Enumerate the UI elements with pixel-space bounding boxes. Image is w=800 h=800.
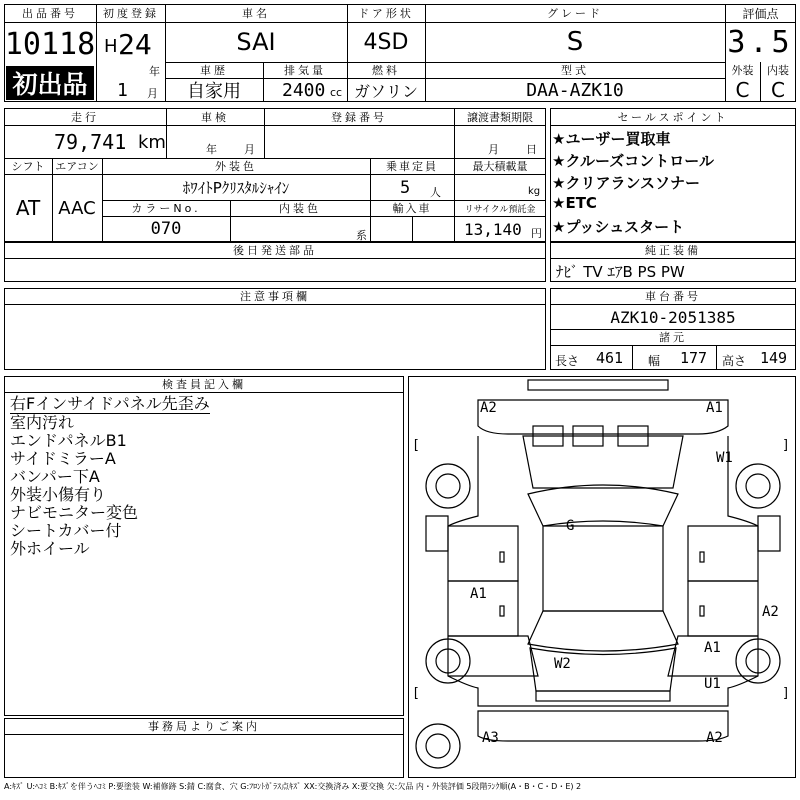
car-body-outline: [448, 436, 758, 706]
bracket-left-bottom: [: [412, 686, 420, 701]
max-load-label: 最大積載量: [472, 160, 528, 173]
sales-point-item: ★ユーザー買取車: [552, 130, 671, 148]
inspector-note-line: バンパー下A: [10, 467, 100, 486]
bracket-right-bottom: ]: [782, 686, 790, 701]
height-label: 高さ: [722, 354, 747, 368]
width-value: 177: [680, 349, 708, 367]
windshield: [528, 485, 678, 526]
exterior-label: 外装: [731, 64, 754, 77]
notes-label: 注意事項欄: [240, 290, 310, 303]
height-value: 149: [760, 349, 788, 367]
trunk: [530, 648, 676, 691]
import-label: 輸入車: [392, 202, 432, 215]
car-name-label: 車名: [242, 7, 270, 20]
registration-year: 24: [118, 28, 152, 61]
length-value: 461: [596, 349, 624, 367]
model-value: DAA-AZK10: [526, 79, 624, 101]
spare-wheel: [416, 724, 460, 768]
inspector-note-line: サイドミラーA: [10, 449, 116, 468]
front-left-wheel: [426, 464, 470, 508]
sales-point-item: ★クルーズコントロール: [552, 152, 714, 170]
chassis-label: 車台番号: [645, 290, 701, 303]
interior-grade: C: [771, 78, 785, 102]
inspector-note-line: 右Fインサイドパネル先歪み: [10, 394, 210, 413]
mark-right-quarter: A2: [762, 604, 779, 620]
exterior-color-value: ﾎﾜｲﾄPｸﾘｽﾀﾙｼｬｲﾝ: [182, 178, 290, 197]
color-number-value: 070: [150, 219, 182, 239]
fuel-value: ガソリン: [353, 81, 418, 101]
sales-point-label: セールスポイント: [617, 110, 729, 124]
score-value: 3.5: [727, 24, 794, 60]
equipment-label: 純正装備: [645, 244, 701, 257]
era-letter: H: [104, 36, 118, 57]
mark-rear-left-bumper: A3: [482, 730, 499, 746]
inspection-label: 車検: [201, 110, 229, 124]
displacement-label: 排気量: [284, 64, 326, 77]
rear-bumper: [478, 711, 728, 741]
month-unit: 月: [147, 87, 158, 100]
recycle-fee-value: 13,140: [464, 220, 522, 239]
year-unit: 年: [149, 65, 160, 78]
specs-label: 諸元: [659, 331, 687, 344]
capacity-unit: 人: [430, 186, 441, 199]
displacement-unit: cc: [330, 86, 343, 99]
lot-number-label: 出品番号: [22, 7, 78, 20]
later-parts-label: 後日発送部品: [233, 244, 317, 257]
inspector-label: 検査員記入欄: [162, 378, 246, 391]
document-deadline-label: 譲渡書類期限: [467, 110, 533, 124]
roof: [543, 526, 663, 611]
door-type-label: ドア形状: [358, 7, 414, 20]
inspector-notes: [10, 395, 400, 558]
bracket-right-top: ]: [782, 438, 790, 453]
sales-point-item: ★クリアランスソナー: [552, 174, 700, 192]
width-label: 幅: [648, 354, 661, 368]
registration-month: 1: [117, 80, 128, 101]
legend-text: A:ｷｽﾞ U:ﾍｺﾐ B:ｷｽﾞを伴うﾍｺﾐ P:要塗装 W:補修跡 S:錆 C:腐食、穴 G:ﾌﾛﾝﾄｶﾞﾗｽ点ｷｽﾞ XX:交換済み X:要交換 欠:欠品 内・外装評価 5段階ﾗﾝｸ順(A・B・C・D・E) 2: [4, 782, 582, 791]
sales-point-item: ★ETC: [552, 194, 597, 212]
front-right-wheel: [736, 464, 780, 508]
aircon-label: エアコン: [55, 160, 99, 173]
inspection-year-unit: 年: [206, 143, 217, 156]
mark-front-wheel: W1: [716, 450, 733, 466]
length-label: 長さ: [555, 354, 580, 368]
mark-right-rear-door: A1: [704, 640, 721, 656]
inspector-note-line: 外ホイール: [10, 539, 90, 558]
displacement-value: 2400: [282, 80, 326, 101]
equipment-value: ﾅﾋﾞ TV ｴｱB PS PW: [556, 263, 685, 281]
fuel-label: 燃料: [372, 64, 400, 77]
capacity-label: 乗車定員: [386, 160, 438, 173]
exterior-color-label: 外装色: [215, 160, 257, 173]
history-label: 車歴: [200, 64, 228, 77]
inspector-note-line: ナビモニター変色: [10, 503, 139, 522]
history-value: 自家用: [187, 81, 241, 102]
inspector-note-line: 室内汚れ: [10, 413, 75, 432]
plate-label: 登録番号: [331, 110, 387, 124]
sales-point-item: ★プッシュスタート: [552, 218, 685, 236]
rear-window: [528, 611, 678, 651]
inspector-note-line: シートカバー付: [10, 521, 122, 540]
interior-color-label: 内装色: [279, 202, 321, 215]
color-number-label: カラーNo.: [131, 202, 201, 215]
capacity-value: 5: [400, 178, 411, 198]
mark-rear-right-bumper: A2: [706, 730, 723, 746]
mark-roof: G: [566, 518, 575, 534]
mark-front-right-bumper: A1: [706, 400, 723, 416]
car-name: SAI: [236, 28, 276, 56]
exterior-grade: C: [735, 78, 750, 102]
grade-label: グレード: [547, 7, 603, 20]
score-label: 評価点: [742, 6, 779, 21]
front-bumper-strip: [528, 380, 668, 390]
mark-left-door: A1: [470, 586, 487, 602]
mark-front-left-bumper: A2: [480, 400, 497, 416]
first-registration-label: 初度登録: [103, 7, 159, 20]
inspection-month-unit: 月: [244, 143, 255, 156]
first-listing-badge: 初出品: [6, 66, 94, 100]
interior-color-unit: 系: [356, 229, 367, 242]
office-notice-label: 事務局よりご案内: [148, 720, 260, 733]
door-type: 4SD: [363, 29, 409, 55]
recycle-fee-label: リサイクル預託金: [464, 204, 536, 215]
mark-right-rear: U1: [704, 676, 721, 692]
shift-value: AT: [15, 196, 41, 220]
bracket-left-top: [: [412, 438, 420, 453]
lot-number: 10118: [4, 26, 96, 62]
document-day-unit: 日: [526, 143, 537, 156]
inspector-note-line: 外装小傷有り: [10, 485, 107, 504]
aircon-value: AAC: [58, 197, 96, 219]
mileage-unit: km: [138, 132, 166, 153]
document-month-unit: 月: [488, 143, 499, 156]
sales-point-list: [552, 128, 794, 238]
interior-label: 内装: [767, 64, 789, 77]
inspector-note-line: エンドパネルB1: [10, 431, 127, 450]
grade-value: S: [566, 27, 584, 57]
mileage-value: 79,741: [54, 130, 127, 154]
load-unit: kg: [528, 186, 541, 197]
mileage-label: 走行: [71, 110, 99, 124]
car-diagram: [408, 376, 796, 778]
shift-label: シフト: [11, 160, 45, 173]
chassis-number: AZK10-2051385: [610, 307, 736, 327]
mark-rear-wheel: W2: [554, 656, 571, 672]
recycle-fee-unit: 円: [531, 227, 542, 240]
model-label: 型式: [561, 64, 589, 77]
